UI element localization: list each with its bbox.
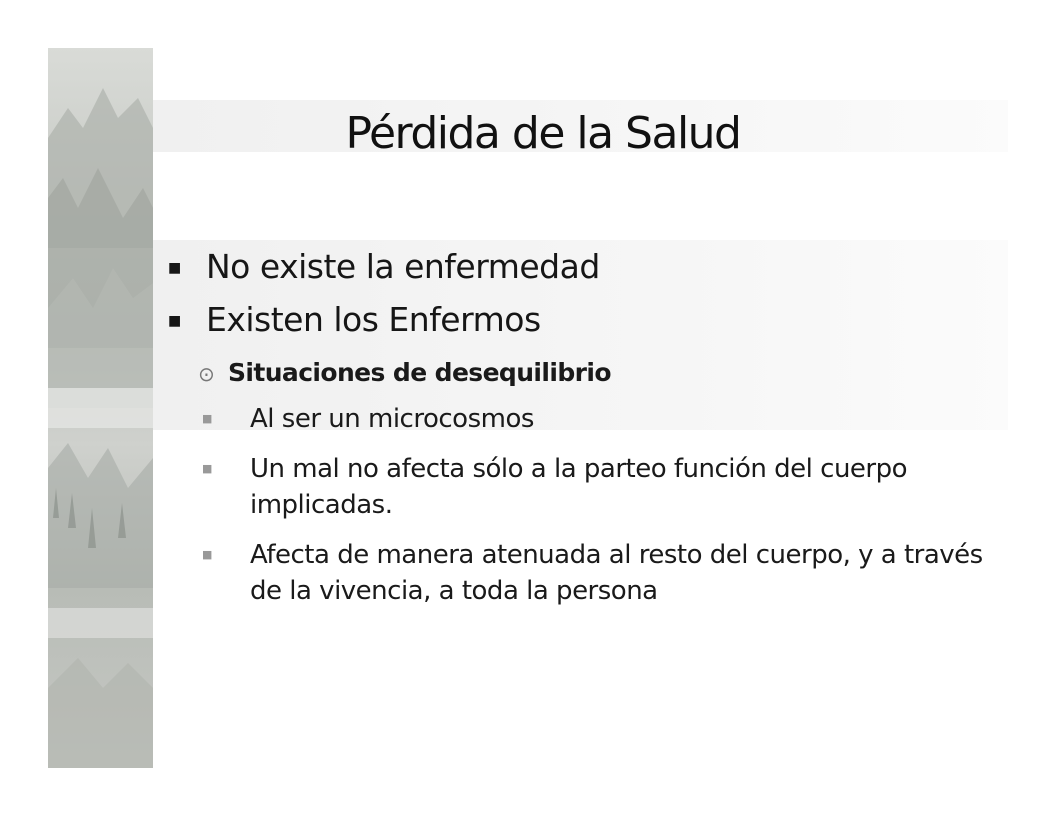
landscape-painting-strip	[48, 48, 153, 768]
circled-dot-bullet-icon: ⊙	[198, 362, 215, 386]
sub-item-text: Un mal no afecta sólo a la parteo función del cuerpo implicadas.	[250, 454, 908, 520]
bullet-item	[160, 244, 1000, 297]
sub-item-text: Afecta de manera atenuada al resto del cuerpo, y a través de la vivencia, a toda la persona	[250, 540, 983, 606]
sub-item	[202, 401, 1000, 437]
sub-item	[202, 451, 1000, 523]
sub-item	[202, 537, 1000, 609]
small-square-bullet-icon: ■	[202, 548, 212, 561]
square-bullet-icon: ■	[168, 260, 181, 276]
slide-title: Pérdida de la Salud	[345, 108, 741, 159]
bullet-item	[160, 297, 1000, 350]
bullet-list	[160, 244, 1000, 609]
small-square-bullet-icon: ■	[202, 412, 212, 425]
bullet-text: Existen los Enfermos	[206, 300, 541, 339]
square-bullet-icon: ■	[168, 313, 181, 329]
sub-heading-item	[198, 358, 1000, 387]
sub-item-text: Al ser un microcosmos	[250, 404, 534, 434]
bullet-text: No existe la enfermedad	[206, 247, 600, 286]
sub-heading-text: Situaciones de desequilibrio	[228, 358, 611, 387]
small-square-bullet-icon: ■	[202, 462, 212, 475]
